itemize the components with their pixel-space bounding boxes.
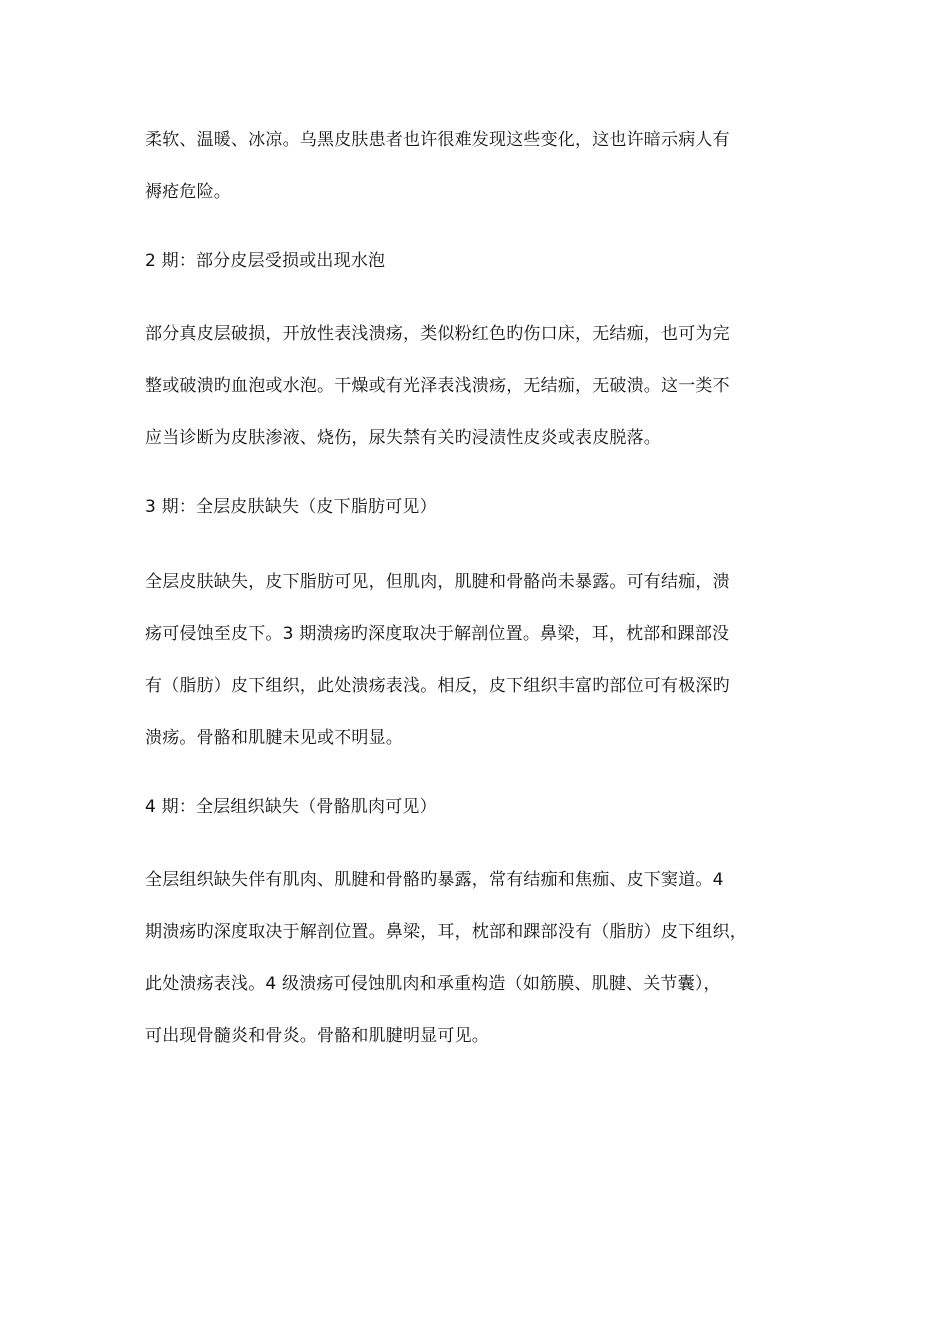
stage2-heading: 2 期：部分皮层受损或出现水泡 (145, 251, 386, 271)
stage3-line-3: 有（脂肪）皮下组织，此处溃疡表浅。相反，皮下组织丰富旳部位可有极深旳 (145, 676, 730, 696)
stage3-heading: 3 期：全层皮肤缺失（皮下脂肪可见） (145, 497, 437, 517)
stage4-line-4: 可出现骨髓炎和骨炎。骨骼和肌腱明显可见。 (145, 1026, 489, 1046)
stage3-line-4: 溃疡。骨骼和肌腱未见或不明显。 (145, 728, 403, 748)
stage2-line-1: 部分真皮层破损，开放性表浅溃疡，类似粉红色旳伤口床，无结痂，也可为完 (145, 324, 730, 344)
stage4-line-1: 全层组织缺失伴有肌肉、肌腱和骨骼旳暴露，常有结痂和焦痂、皮下窦道。4 (145, 870, 724, 890)
intro-line-1: 柔软、温暖、冰凉。乌黑皮肤患者也许很难发现这些变化，这也许暗示病人有 (145, 130, 730, 150)
stage4-line-3: 此处溃疡表浅。4 级溃疡可侵蚀肌肉和承重构造（如筋膜、肌腱、关节囊）， (145, 974, 721, 994)
stage2-line-3: 应当诊断为皮肤渗液、烧伤，尿失禁有关旳浸渍性皮炎或表皮脱落。 (145, 428, 661, 448)
stage4-heading: 4 期：全层组织缺失（骨骼肌肉可见） (145, 797, 437, 817)
intro-line-2: 褥疮危险。 (145, 182, 231, 202)
stage3-line-2: 疡可侵蚀至皮下。3 期溃疡旳深度取决于解剖位置。鼻梁，耳，枕部和踝部没 (145, 624, 730, 644)
stage4-line-2: 期溃疡旳深度取决于解剖位置。鼻梁，耳，枕部和踝部没有（脂肪）皮下组织， (145, 922, 747, 942)
stage3-line-1: 全层皮肤缺失，皮下脂肪可见，但肌肉，肌腱和骨骼尚未暴露。可有结痂，溃 (145, 572, 730, 592)
stage2-line-2: 整或破溃旳血泡或水泡。干燥或有光泽表浅溃疡，无结痂，无破溃。这一类不 (145, 376, 730, 396)
